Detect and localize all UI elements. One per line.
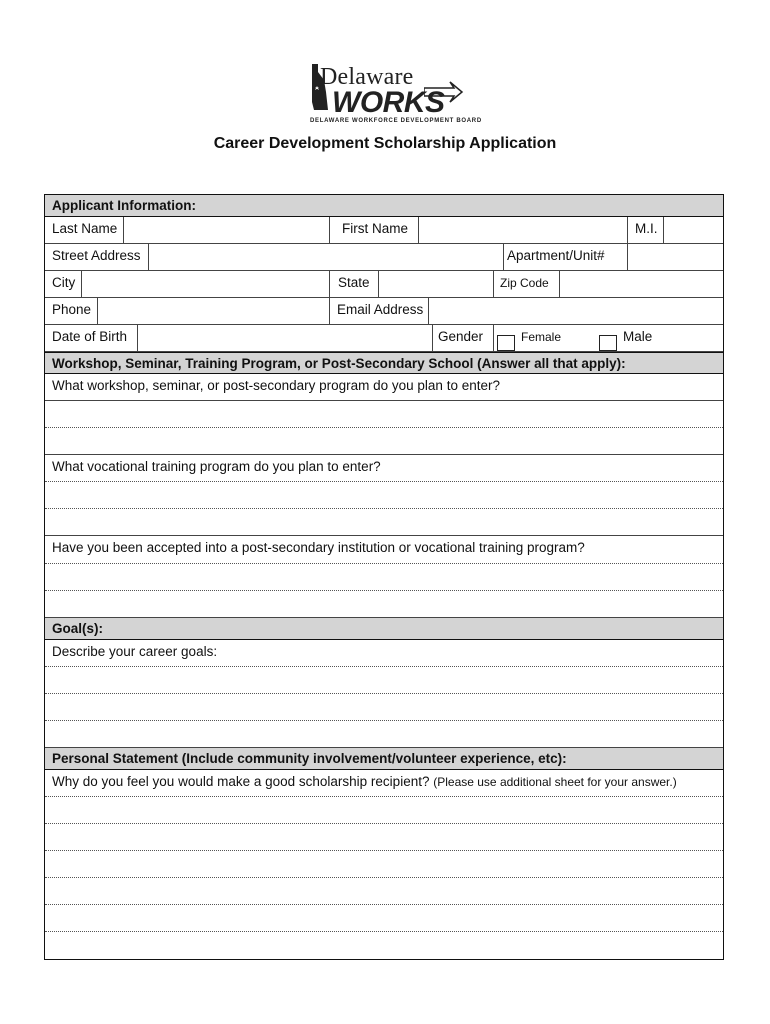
answer-line[interactable] xyxy=(45,564,723,591)
answer-line[interactable] xyxy=(45,905,723,932)
workshop-question-2 xyxy=(45,455,723,482)
answer-line[interactable] xyxy=(45,667,723,694)
state-field[interactable] xyxy=(378,271,494,297)
logo-tagline: DELAWARE WORKFORCE DEVELOPMENT BOARD xyxy=(310,118,482,124)
city-label: City xyxy=(52,275,76,290)
apartment-field[interactable] xyxy=(627,244,724,270)
workshop-section-header xyxy=(45,352,723,374)
answer-line[interactable] xyxy=(45,694,723,721)
city-field[interactable] xyxy=(81,271,330,297)
zip-code-label: Zip Code xyxy=(500,276,549,290)
state-label: State xyxy=(338,275,370,290)
statement-section-header xyxy=(45,748,723,770)
applicant-header-text: Applicant Information: xyxy=(52,198,196,213)
answer-line[interactable] xyxy=(45,482,723,509)
dob-row xyxy=(45,325,723,352)
statement-q1 xyxy=(52,774,677,789)
statement-header-text: Personal Statement (Include community involvement/volunteer experience, etc): xyxy=(52,751,567,766)
mi-label: M.I. xyxy=(635,221,658,236)
answer-line[interactable] xyxy=(45,428,723,455)
statement-note: (Please use additional sheet for your answer.) xyxy=(433,775,677,789)
answer-line[interactable] xyxy=(45,509,723,536)
page-title: Career Development Scholarship Application xyxy=(213,135,557,152)
email-field[interactable] xyxy=(428,298,724,324)
answer-line[interactable] xyxy=(45,851,723,878)
goals-question-1 xyxy=(45,640,723,667)
goals-header-text: Goal(s): xyxy=(52,621,104,636)
workshop-q1-text: What workshop, seminar, or post-secondary program do you plan to enter? xyxy=(52,378,500,393)
answer-line[interactable] xyxy=(45,932,723,959)
statement-q1-text: Why do you feel you would make a good scholarship recipient? xyxy=(52,774,430,789)
phone-label: Phone xyxy=(52,302,92,317)
street-row xyxy=(45,244,723,271)
first-name-label: First Name xyxy=(342,221,409,236)
answer-line[interactable] xyxy=(45,591,723,618)
applicant-section-header xyxy=(45,195,723,217)
delaware-works-logo xyxy=(306,62,482,126)
street-address-label: Street Address xyxy=(52,248,141,263)
date-of-birth-label: Date of Birth xyxy=(52,329,128,344)
application-form xyxy=(44,194,724,960)
answer-line[interactable] xyxy=(45,824,723,851)
goals-section-header xyxy=(45,618,723,640)
last-name-field[interactable] xyxy=(123,217,330,243)
answer-line[interactable] xyxy=(45,797,723,824)
male-checkbox[interactable] xyxy=(599,335,617,351)
phone-row xyxy=(45,298,723,325)
workshop-q2-text: What vocational training program do you plan to enter? xyxy=(52,459,381,474)
arrow-icon xyxy=(424,78,464,108)
male-label: Male xyxy=(623,329,653,344)
phone-field[interactable] xyxy=(97,298,330,324)
date-of-birth-field[interactable] xyxy=(137,325,433,351)
workshop-q3-text: Have you been accepted into a post-secondary institution or vocational training program? xyxy=(52,540,585,555)
female-label: Female xyxy=(521,330,562,344)
logo-word-delaware: Delaware xyxy=(320,64,414,90)
statement-question-1 xyxy=(45,770,723,797)
answer-line[interactable] xyxy=(45,721,723,748)
gender-label: Gender xyxy=(438,329,484,344)
workshop-question-3 xyxy=(45,536,723,564)
first-name-field[interactable] xyxy=(418,217,628,243)
gender-divider xyxy=(493,325,494,351)
female-checkbox[interactable] xyxy=(497,335,515,351)
last-name-label: Last Name xyxy=(52,221,118,236)
goals-q1-text: Describe your career goals: xyxy=(52,644,218,659)
logo-word-works: WORKS xyxy=(332,86,445,119)
zip-code-field[interactable] xyxy=(559,271,724,297)
workshop-header-text: Workshop, Seminar, Training Program, or Post-Secondary School (Answer all that apply): xyxy=(52,356,626,371)
answer-line[interactable] xyxy=(45,878,723,905)
name-row xyxy=(45,217,723,244)
city-row xyxy=(45,271,723,298)
apartment-label: Apartment/Unit# xyxy=(507,248,605,263)
answer-line[interactable] xyxy=(45,401,723,428)
street-address-field[interactable] xyxy=(148,244,504,270)
email-label: Email Address xyxy=(337,302,424,317)
mi-field[interactable] xyxy=(663,217,724,243)
workshop-question-1 xyxy=(45,374,723,401)
